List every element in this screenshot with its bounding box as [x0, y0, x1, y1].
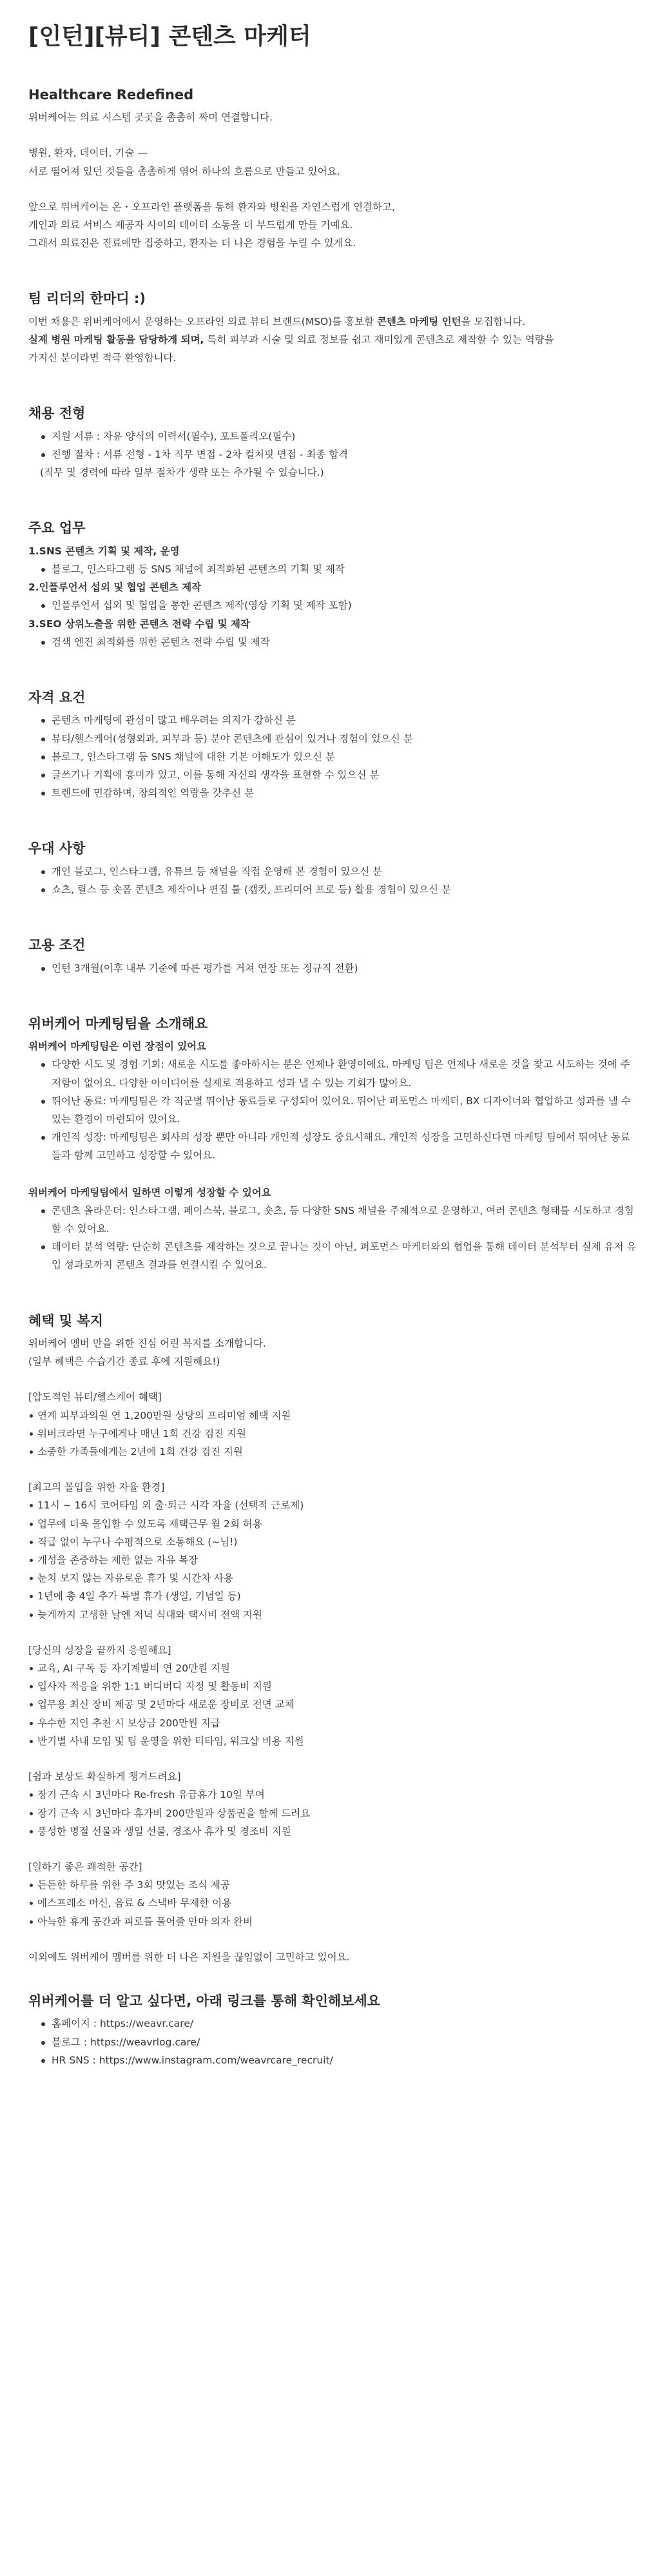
leader-text: 가지신 분이라면 적극 환영합니다.: [28, 352, 177, 364]
benefit-list: [28, 1496, 639, 1623]
hr-sns-link[interactable]: HR SNS : https://www.instagram.com/weavrcare_recruit/: [40, 2051, 639, 2069]
list-item: 든든한 하루를 위한 주 3회 맛있는 조식 제공: [28, 1876, 639, 1894]
list-item: 우수한 지인 추천 시 보상금 200만원 지급: [28, 1714, 639, 1732]
qualifications-heading: 자격 요건: [28, 690, 86, 706]
list-item: 지원 서류 : 자유 양식의 이력서(필수), 포트폴리오(필수): [40, 427, 639, 445]
qualifications-list: [28, 711, 639, 802]
leader-text: 실제 병원 마케팅 활동을 담당하게 되며, 특히 피부과 시술 및 의료 정보를 쉽고 재미있게 콘텐츠로 제작할 수 있는 역량을: [28, 334, 554, 346]
employment-heading: 고용 조건: [28, 937, 86, 953]
list-item: 다양한 시도 및 경험 기회: 새로운 시도를 좋아하시는 분은 언제나 환영이에요. 마케팅 팀은 언제나 새로운 것을 찾고 시도하는 것에 주저함이 없어요. 다양한 아이디어를 실제로 적용하고 성과 낼 수 있는 기회가 많아요.: [40, 1055, 639, 1091]
list-item: 업무에 더욱 몰입할 수 있도록 재택근무 월 2회 허용: [28, 1515, 639, 1533]
list-item: 에스프레소 머신, 음료 & 스낵바 무제한 이용: [28, 1894, 639, 1912]
benefit-list: [28, 1659, 639, 1750]
list-item: 1년에 총 4일 추가 특별 휴가 (생일, 기념일 등): [28, 1587, 639, 1605]
benefit-group-title: [쉼과 보상도 확실하게 챙겨드려요]: [28, 1771, 181, 1783]
list-item: 업무용 최신 장비 제공 및 2년마다 새로운 장비로 전면 교체: [28, 1695, 639, 1713]
list-item: 아늑한 휴게 공간과 피로를 풀어줄 안마 의자 완비: [28, 1913, 639, 1931]
intro-text: 위버케어는 의료 시스템 곳곳을 촘촘히 짜며 연결합니다.: [28, 112, 273, 124]
process-section: [28, 404, 639, 482]
list-item: 직급 없이 누구나 수평적으로 소통해요 (~님!): [28, 1533, 639, 1551]
list-item: 트렌드에 민감하며, 창의적인 역량을 갖추신 분: [40, 784, 639, 802]
intro-text: 앞으로 위버케어는 온・오프라인 플랫폼을 통해 환자와 병원을 자연스럽게 연결하고,: [28, 200, 395, 213]
list-item: 위버크라면 누구에게나 매년 1회 건강 검진 지원: [28, 1425, 639, 1443]
list-item: 콘텐츠 마케팅에 관심이 많고 배우려는 의지가 강하신 분: [40, 711, 639, 729]
list-item: 교육, AI 구독 등 자기계발비 연 20만원 지원: [28, 1659, 639, 1677]
team-section: [28, 1015, 639, 1274]
benefits-heading: 혜택 및 복지: [28, 1312, 104, 1329]
benefit-group-title: [압도적인 뷰티/헬스케어 혜택]: [28, 1391, 162, 1403]
list-item: 반기별 사내 모임 및 팀 운영을 위한 티타임, 워크샵 비용 지원: [28, 1732, 639, 1750]
list-item: 콘텐츠 올라운더: 인스타그램, 페이스북, 블로그, 숏츠, 등 다양한 SNS 채널을 주체적으로 운영하고, 여러 콘텐츠 형태를 시도하고 경험할 수 있어요.: [40, 1202, 639, 1238]
duties-section: [28, 519, 639, 651]
list-item: 뛰어난 동료: 마케팅팀은 각 직군별 뛰어난 동료들로 구성되어 있어요. 뛰어난 퍼포먼스 마케터, BX 디자이너와 협업하고 성과를 낼 수 있는 환경이 마련되어 있어요.: [40, 1092, 639, 1128]
leader-section: [28, 289, 639, 367]
list-item: 검색 엔진 최적화를 위한 콘텐츠 전략 수립 및 제작: [40, 633, 639, 651]
intro-heading: Healthcare Redefined: [28, 86, 194, 102]
links-list: [28, 2015, 639, 2069]
preferred-section: [28, 839, 639, 899]
intro-text: 병원, 환자, 데이터, 기술 —: [28, 147, 148, 159]
benefits-intro: (일부 혜택은 수습기간 종료 후에 지원해요!): [28, 1356, 220, 1368]
links-heading: 위버케어를 더 알고 싶다면, 아래 링크를 통해 확인해보세요: [28, 1993, 381, 2009]
intro-text: 서로 떨어져 있던 것들을 촘촘하게 엮어 하나의 흐름으로 만들고 있어요.: [28, 165, 340, 177]
list-item: 데이터 분석 역량: 단순히 콘텐츠를 제작하는 것으로 끝나는 것이 아닌, 퍼포먼스 마케터와의 협업을 통해 데이터 분석부터 실제 유저 유입 성과로까지 콘텐츠 결과를 연결시킬 수 있어요.: [40, 1238, 639, 1274]
preferred-list: [28, 863, 639, 899]
team-subheading: 위버케어 마케팅팀에서 일하면 이렇게 성장할 수 있어요: [28, 1186, 271, 1198]
benefits-section: [28, 1312, 639, 1966]
duty-title: 1.SNS 콘텐츠 기획 및 제작, 운영: [28, 545, 180, 557]
blog-link[interactable]: 블로그 : https://weavrlog.care/: [40, 2033, 639, 2051]
intro-text: 개인과 의료 서비스 제공자 사이의 데이터 소통을 더 부드럽게 만들 거예요.: [28, 219, 353, 231]
team-heading: 위버케어 마케팅팀을 소개해요: [28, 1015, 208, 1031]
list-item: 블로그, 인스타그램 등 SNS 채널에 대한 기본 이해도가 있으신 분: [40, 748, 639, 766]
list-item: 소중한 가족들에게는 2년에 1회 건강 검진 지원: [28, 1443, 639, 1461]
list-item: 개인 블로그, 인스타그램, 유튜브 등 채널을 직접 운영해 본 경험이 있으신 분: [40, 863, 639, 881]
benefit-list: [28, 1876, 639, 1931]
list-item: 개인적 성장: 마케팅팀은 회사의 성장 뿐만 아니라 개인적 성장도 중요시해요. 개인적 성장을 고민하신다면 마케팅 팀에서 뛰어난 동료들과 함께 고민하고 성장할 수 있어요.: [40, 1128, 639, 1164]
list-item: 쇼츠, 릴스 등 숏폼 콘텐츠 제작이나 편집 툴 (캡컷, 프리미어 프로 등) 활용 경험이 있으신 분: [40, 881, 639, 899]
benefit-list: [28, 1407, 639, 1461]
duty-title: 3.SEO 상위노출을 위한 콘텐츠 전략 수립 및 제작: [28, 618, 250, 630]
benefit-list: [28, 1786, 639, 1840]
list-item: 개성을 존중하는 제한 없는 자유 복장: [28, 1551, 639, 1569]
benefits-closing: 이외에도 위버케어 멤버를 위한 더 나은 지원을 끊임없이 고민하고 있어요.: [28, 1951, 350, 1963]
list-item: 뷰티/헬스케어(성형외과, 피부과 등) 분야 콘텐츠에 관심이 있거나 경험이 있으신 분: [40, 730, 639, 748]
links-section: [28, 1992, 639, 2069]
process-note: (직무 및 경력에 따라 일부 절차가 생략 또는 추가될 수 있습니다.): [40, 467, 324, 479]
employment-list: [28, 959, 639, 977]
team-subheading: 위버케어 마케팅팀은 이런 장점이 있어요: [28, 1040, 207, 1053]
list-item: 연계 피부과의원 연 1,200만원 상당의 프리미엄 혜택 지원: [28, 1407, 639, 1425]
list-item: 장기 근속 시 3년마다 Re-fresh 유급휴가 10일 부여: [28, 1786, 639, 1804]
team-strengths-list: [28, 1055, 639, 1164]
list-item: 11시 ~ 16시 코어타임 외 출·퇴근 시각 자율 (선택적 근로제): [28, 1496, 639, 1514]
list-item: 풍성한 명절 선물과 생일 선물, 경조사 휴가 및 경조비 지원: [28, 1822, 639, 1840]
team-growth-list: [28, 1202, 639, 1274]
benefit-group-title: [당신의 성장을 끝까지 응원해요]: [28, 1644, 171, 1656]
benefits-intro: 위버케어 멤버 만을 위한 진심 어린 복지를 소개합니다.: [28, 1338, 266, 1350]
list-item: 글쓰기나 기획에 흥미가 있고, 이를 통해 자신의 생각을 표현할 수 있으신 분: [40, 766, 639, 784]
benefit-group-title: [일하기 좋은 쾌적한 공간]: [28, 1860, 142, 1873]
intro-text: 그래서 의료진은 진료에만 집중하고, 환자는 더 나은 경험을 누릴 수 있게요.: [28, 237, 356, 249]
list-item: 입사자 적응을 위한 1:1 버디버디 지정 및 활동비 지원: [28, 1677, 639, 1695]
list-item: 눈치 보지 않는 자유로운 휴가 및 시간차 사용: [28, 1569, 639, 1587]
duty-title: 2.인플루언서 섭외 및 협업 콘텐츠 제작: [28, 581, 202, 594]
list-item: 진행 절차 : 서류 전형 - 1차 직무 면접 - 2차 컬처핏 면접 - 최종 합격: [40, 445, 639, 463]
process-list: [28, 427, 639, 463]
preferred-heading: 우대 사항: [28, 841, 86, 857]
duties-heading: 주요 업무: [28, 520, 86, 536]
leader-heading: 팀 리더의 한마디 :): [28, 291, 146, 307]
employment-section: [28, 936, 639, 977]
list-item: 인플루언서 섭외 및 협업을 통한 콘텐츠 제작(영상 기획 및 제작 포함): [40, 596, 639, 614]
homepage-link[interactable]: 홈페이지 : https://weavr.care/: [40, 2015, 639, 2033]
intro-section: [28, 86, 639, 253]
qualifications-section: [28, 688, 639, 802]
list-item: 블로그, 인스타그램 등 SNS 채널에 최적화된 콘텐츠의 기획 및 제작: [40, 560, 639, 578]
duty-list: [28, 560, 639, 578]
leader-text: 이번 채용은 위버케어에서 운영하는 오프라인 의료 뷰티 브랜드(MSO)를 홍보할 콘텐츠 마케팅 인턴을 모집합니다.: [28, 315, 526, 327]
benefit-group-title: [최고의 몰입을 위한 자율 환경]: [28, 1481, 165, 1494]
list-item: 늦게까지 고생한 날엔 저녁 식대와 택시비 전액 지원: [28, 1606, 639, 1624]
process-heading: 채용 전형: [28, 405, 86, 422]
duty-list: [28, 596, 639, 614]
list-item: 장기 근속 시 3년마다 휴가비 200만원과 상품권을 함께 드려요: [28, 1804, 639, 1822]
duty-list: [28, 633, 639, 651]
page-title: [인턴][뷰티] 콘텐츠 마케터: [28, 23, 311, 50]
list-item: 인턴 3개월(이후 내부 기준에 따른 평가를 거쳐 연장 또는 정규직 전환): [40, 959, 639, 977]
